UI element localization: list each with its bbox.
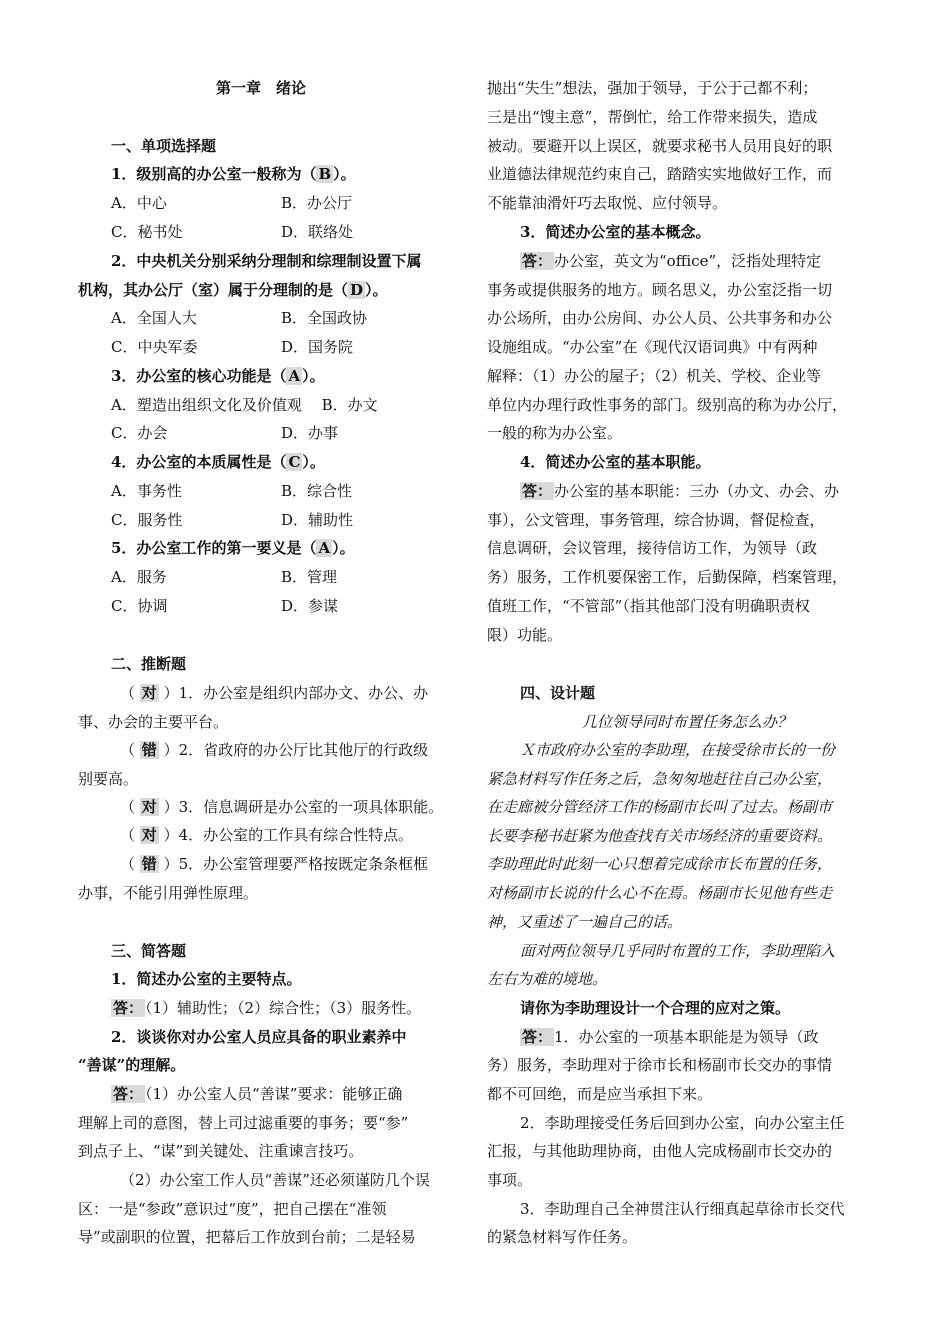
design-answer-line: 的紧急材料写作任务。 bbox=[487, 1228, 638, 1246]
design-answer-line: 汇报，与其他助理协商，由他人完成杨副市长交办的 bbox=[487, 1142, 833, 1160]
answer-label: 答： bbox=[522, 1028, 553, 1046]
answer-mark: A bbox=[318, 539, 331, 557]
answer-label: 答： bbox=[113, 1085, 144, 1103]
options-row bbox=[111, 596, 338, 616]
judgement-1: （ 对 ）1．办公室是组织内部办文、办公、办 bbox=[120, 684, 429, 702]
options-row bbox=[111, 481, 352, 501]
answer-text: 1．办公室的一项基本职能是为领导（政 bbox=[554, 1028, 819, 1046]
short-answer-2-line: 抛出“失生”想法，强加于领导，于公于己都不利； bbox=[487, 79, 818, 97]
case-text-line: 长要李秘书赶紧为他查找有关市场经济的重要资料。 bbox=[487, 827, 833, 845]
short-answer-4-line bbox=[520, 481, 839, 501]
option-d: D．办事 bbox=[281, 424, 339, 442]
question-text: ）。 bbox=[365, 281, 388, 299]
statement-text: ）1．办公室是组织内部办文、办公、办 bbox=[163, 684, 429, 702]
section-heading-short-answer: 三、简答题 bbox=[111, 942, 187, 960]
question-text: ）。 bbox=[332, 539, 355, 557]
judgement-3: （ 对 ）3．信息调研是办公室的一项具体职能。 bbox=[120, 798, 444, 816]
question-1 bbox=[111, 164, 356, 184]
statement-text: ）2．省政府的办公厅比其他厅的行政级 bbox=[163, 741, 429, 759]
short-answer-4-line: 限）功能。 bbox=[487, 626, 563, 644]
option-c: C．秘书处 bbox=[111, 223, 183, 241]
options-row bbox=[111, 337, 353, 357]
option-b: B．综合性 bbox=[281, 482, 353, 500]
case-text-line: 左右为难的境地。 bbox=[487, 970, 608, 988]
short-answer-4-line: 信息调研，会议管理，接待信访工作，为领导（政 bbox=[487, 539, 818, 557]
answer-mark: 对 bbox=[141, 798, 157, 816]
option-c: C．服务性 bbox=[111, 511, 183, 529]
section-heading-single-choice: 一、单项选择题 bbox=[111, 137, 217, 155]
question-2-line1: 2．中央机关分别采纳分理制和综理制设置下属 bbox=[111, 252, 422, 270]
question-text: ）。 bbox=[302, 453, 325, 471]
answer-text: 办公室，英文为“office”，泛指处理特定 bbox=[554, 252, 822, 270]
judgement-4: （ 对 ）4．办公室的工作具有综合性特点。 bbox=[120, 826, 414, 844]
short-answer-2-line: 三是出“馊主意”，帮倒忙，给工作带来损失，造成 bbox=[487, 108, 818, 126]
short-answer-2-line bbox=[111, 1084, 402, 1104]
short-answer-2-line: 被动。要避开以上误区，就要求秘书人员用良好的职 bbox=[487, 137, 833, 155]
short-answer-2-line: 区：一是“参政”意识过“度”，把自己摆在“准领 bbox=[78, 1200, 387, 1218]
short-answer-2-line: 理解上司的意图，替上司过滤重要的事务；要“参” bbox=[78, 1114, 409, 1132]
option-a: A．事务性 bbox=[111, 482, 182, 500]
short-answer-2-line: 不能靠油滑奸巧去取悦、应付领导。 bbox=[487, 194, 728, 212]
option-c: C．办会 bbox=[111, 424, 168, 442]
options-row bbox=[111, 567, 337, 587]
short-answer-4-line: 事），公文管理，事务管理，综合协调，督促检查， bbox=[487, 511, 825, 529]
answer-label: 答： bbox=[113, 999, 144, 1017]
judgement-5: （ 错 ）5．办公室管理要严格按既定条条框框 bbox=[120, 855, 429, 873]
option-c: C．中央军委 bbox=[111, 338, 198, 356]
short-answer-3-line: 单位内办理行政性事务的部门。级别高的称为办公厅， bbox=[487, 396, 848, 414]
option-b: B．办公厅 bbox=[281, 194, 353, 212]
option-d: D．辅助性 bbox=[281, 511, 354, 529]
short-answer-3-line: 设施组成。“办公室”在《现代汉语词典》中有两种 bbox=[487, 338, 818, 356]
short-question-2-line2: “善谋”的理解。 bbox=[78, 1056, 186, 1074]
short-question-2-line1: 2．谈谈你对办公室人员应具备的职业素养中 bbox=[111, 1028, 407, 1046]
answer-mark: 错 bbox=[141, 741, 157, 759]
statement-text: ）5．办公室管理要严格按既定条条框框 bbox=[163, 855, 429, 873]
statement-text: ）4．办公室的工作具有综合性特点。 bbox=[163, 826, 414, 844]
judgement-2: （ 错 ）2．省政府的办公厅比其他厅的行政级 bbox=[120, 741, 429, 759]
case-text-line: 面对两位领导几乎同时布置的工作，李助理陷入 bbox=[520, 942, 836, 960]
short-answer-1 bbox=[111, 998, 421, 1018]
options-row bbox=[111, 308, 367, 328]
option-a: A．全国人大 bbox=[111, 309, 197, 327]
case-text-line: 对杨副市长说的什么心不在焉。杨副市长见他有些走 bbox=[487, 884, 833, 902]
option-c: C．协调 bbox=[111, 597, 168, 615]
judgement-2-cont: 别要高。 bbox=[78, 770, 139, 788]
short-question-3: 3．简述办公室的基本概念。 bbox=[520, 223, 711, 241]
case-text-line: 在走廊被分管经济工作的杨副市长叫了过去。杨副市 bbox=[487, 798, 833, 816]
judgement-1-cont: 事、办会的主要平台。 bbox=[78, 713, 229, 731]
case-text-line: 神，又重述了一遍自己的话。 bbox=[487, 913, 683, 931]
options-row bbox=[111, 423, 338, 443]
short-answer-3-line: 事务或提供服务的地方。顾名思义，办公室泛指一切 bbox=[487, 281, 833, 299]
answer-text: 办公室的基本职能：三办（办文、办会、办 bbox=[554, 482, 840, 500]
options-row bbox=[111, 222, 353, 242]
short-answer-2-line: 到点子上、“谋”到关键处、注重谏言技巧。 bbox=[78, 1142, 364, 1160]
short-answer-2-line: 导”或副职的位置，把幕后工作放到台前；二是轻易 bbox=[78, 1228, 416, 1246]
question-text: ）。 bbox=[333, 165, 356, 183]
options-row bbox=[111, 510, 353, 530]
answer-mark: C bbox=[288, 453, 301, 471]
question-text: 1．级别高的办公室一般称为（ bbox=[111, 165, 317, 183]
answer-mark: B bbox=[318, 165, 332, 183]
answer-mark: 对 bbox=[141, 684, 157, 702]
case-title: 几位领导同时布置任务怎么办？ bbox=[582, 713, 793, 731]
design-answer-line: 务）服务，李助理对于徐市长和杨副市长交办的事情 bbox=[487, 1056, 833, 1074]
option-d: D．联络处 bbox=[281, 223, 354, 241]
option-b: B．全国政协 bbox=[281, 309, 368, 327]
case-text-line: 李助理此时此刻一心只想着完成徐市长布置的任务， bbox=[487, 855, 833, 873]
answer-label: 答： bbox=[522, 482, 553, 500]
judgement-5-cont: 办事，不能引用弹性原理。 bbox=[78, 884, 259, 902]
question-2-line2 bbox=[78, 280, 388, 300]
answer-mark: D bbox=[350, 281, 364, 299]
question-text: 5．办公室工作的第一要义是（ bbox=[111, 539, 317, 557]
section-heading-judgement: 二、推断题 bbox=[111, 655, 187, 673]
chapter-title: 第一章 绪论 bbox=[216, 79, 307, 97]
question-5 bbox=[111, 538, 355, 558]
design-answer-line bbox=[520, 1027, 819, 1047]
options-row bbox=[111, 193, 352, 213]
question-text: ）。 bbox=[302, 367, 325, 385]
short-answer-2-line: 业道德法律规范约束自己，踏踏实实地做好工作，而 bbox=[487, 165, 833, 183]
section-heading-design: 四、设计题 bbox=[520, 684, 596, 702]
case-text-line: 紧急材料写作任务之后，急匆匆地赶往自己办公室， bbox=[487, 770, 833, 788]
short-answer-3-line bbox=[520, 251, 821, 271]
statement-text: ）3．信息调研是办公室的一项具体职能。 bbox=[163, 798, 444, 816]
option-a: A．服务 bbox=[111, 568, 167, 586]
design-question: 请你为李助理设计一个合理的应对之策。 bbox=[520, 999, 791, 1017]
short-question-4: 4．简述办公室的基本职能。 bbox=[520, 453, 711, 471]
short-answer-2-line: （2）办公室工作人员“善谋”还必须谨防几个误 bbox=[120, 1171, 430, 1189]
short-answer-4-line: 值班工作，“不管部”（指其他部门没有明确职责权 bbox=[487, 597, 810, 615]
question-text: 3．办公室的核心功能是（ bbox=[111, 367, 287, 385]
short-question-1: 1．简述办公室的主要特点。 bbox=[111, 970, 302, 988]
option-a: A．中心 bbox=[111, 194, 167, 212]
option-b: B．管理 bbox=[281, 568, 338, 586]
answer-mark: 错 bbox=[141, 855, 157, 873]
answer-label: 答： bbox=[522, 252, 553, 270]
option-d: D．国务院 bbox=[281, 338, 354, 356]
answer-text: （1）办公室人员“善谋”要求：能够正确 bbox=[145, 1085, 403, 1103]
answer-mark: 对 bbox=[141, 826, 157, 844]
answer-text: （1）辅助性；（2）综合性；（3）服务性。 bbox=[145, 999, 422, 1017]
case-text-line: Ｘ市政府办公室的李助理，在接受徐市长的一份 bbox=[520, 741, 836, 759]
question-text: 机构，其办公厅（室）属于分理制的是（ bbox=[78, 281, 349, 299]
option-d: D．参谋 bbox=[281, 597, 339, 615]
question-text: 4．办公室的本质属性是（ bbox=[111, 453, 287, 471]
short-answer-4-line: 务）服务，工作机要保密工作，后勤保障，档案管理， bbox=[487, 568, 848, 586]
options-row: A．塑造出组织文化及价值观 B．办文 bbox=[111, 396, 378, 414]
design-answer-line: 2．李助理接受任务后回到办公室，向办公室主任 bbox=[520, 1114, 845, 1132]
short-answer-3-line: 解释：（1）办公的屋子；（2）机关、学校、企业等 bbox=[487, 367, 822, 385]
answer-mark: A bbox=[288, 367, 301, 385]
design-answer-line: 3．李助理自己全神贯注认行细真起草徐市长交代 bbox=[520, 1200, 845, 1218]
short-answer-3-line: 办公场所，由办公房间、办公人员、公共事务和办公 bbox=[487, 309, 833, 327]
question-4 bbox=[111, 452, 325, 472]
short-answer-3-line: 一般的称为办公室。 bbox=[487, 424, 623, 442]
design-answer-line: 都不可回绝，而是应当承担下来。 bbox=[487, 1085, 713, 1103]
design-answer-line: 事项。 bbox=[487, 1171, 533, 1189]
question-3 bbox=[111, 366, 325, 386]
